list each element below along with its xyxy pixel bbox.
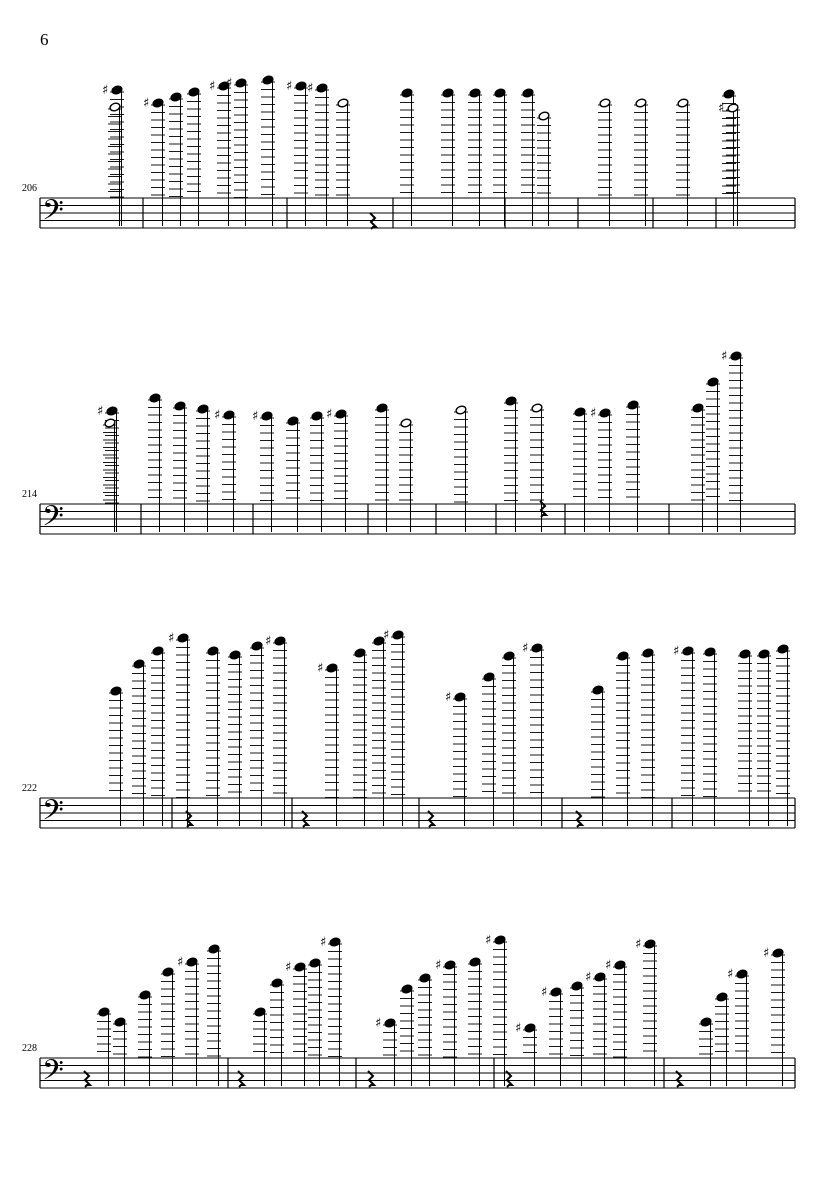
sharp-accidental: ♯ <box>515 1021 522 1036</box>
note <box>353 648 367 826</box>
sharp-accidental: ♯ <box>485 933 492 948</box>
sharp-accidental: ♯ <box>265 634 272 649</box>
note <box>177 955 199 1086</box>
note <box>317 661 339 826</box>
sharp-accidental: ♯ <box>286 79 293 94</box>
measure-number: 214 <box>22 489 37 500</box>
sharp-accidental: ♯ <box>214 408 221 423</box>
note <box>196 404 210 532</box>
note <box>635 937 657 1086</box>
note <box>482 672 496 826</box>
note <box>97 1007 111 1086</box>
note <box>515 1021 537 1086</box>
bass-clef-icon: 𝄢 <box>42 1054 64 1094</box>
note <box>605 958 627 1086</box>
note <box>502 651 516 826</box>
sharp-accidental: ♯ <box>285 960 292 975</box>
note <box>691 403 705 532</box>
note <box>286 79 308 226</box>
note <box>738 649 752 826</box>
sharp-accidental: ♯ <box>541 985 548 1000</box>
sharp-accidental: ♯ <box>375 1016 382 1031</box>
note <box>308 958 322 1086</box>
note <box>721 349 743 532</box>
note <box>286 416 300 532</box>
note <box>776 644 790 826</box>
measure-number: 222 <box>22 783 37 794</box>
note <box>228 650 242 826</box>
note <box>626 400 640 532</box>
sharp-accidental: ♯ <box>585 970 592 985</box>
note <box>310 411 324 532</box>
sharp-accidental: ♯ <box>605 958 612 973</box>
note <box>399 418 413 532</box>
measure-number: 206 <box>22 183 37 194</box>
note <box>252 409 274 532</box>
note <box>209 79 231 226</box>
note <box>326 407 348 532</box>
note <box>418 973 432 1086</box>
staff-system <box>22 933 795 1094</box>
note <box>454 405 468 532</box>
note <box>715 992 729 1086</box>
sharp-accidental: ♯ <box>718 101 725 116</box>
note <box>537 111 551 226</box>
note <box>206 646 220 826</box>
note <box>207 944 221 1086</box>
sharp-accidental: ♯ <box>727 967 734 982</box>
note <box>143 96 165 226</box>
note <box>253 1007 267 1086</box>
sharp-accidental: ♯ <box>252 409 259 424</box>
sharp-accidental: ♯ <box>209 79 216 94</box>
sharp-accidental: ♯ <box>226 76 233 91</box>
sharp-accidental: ♯ <box>721 349 728 364</box>
note <box>703 647 717 826</box>
note <box>676 98 690 226</box>
sharp-accidental: ♯ <box>673 644 680 659</box>
note <box>763 946 785 1086</box>
note <box>336 98 350 226</box>
sharp-accidental: ♯ <box>326 407 333 422</box>
note <box>570 981 584 1086</box>
sharp-accidental: ♯ <box>522 641 529 656</box>
note <box>138 990 152 1086</box>
note <box>634 98 648 226</box>
quarter-rest-icon <box>540 501 546 517</box>
note <box>109 686 123 826</box>
note <box>285 960 307 1086</box>
note <box>400 984 414 1086</box>
sharp-accidental: ♯ <box>635 937 642 952</box>
note <box>132 659 146 826</box>
note <box>108 102 122 226</box>
sharp-accidental: ♯ <box>445 690 452 705</box>
note <box>113 1017 127 1086</box>
note <box>468 957 482 1086</box>
note <box>168 631 190 826</box>
staff-system <box>22 75 795 234</box>
sharp-accidental: ♯ <box>383 628 390 643</box>
note <box>757 649 771 826</box>
sharp-accidental: ♯ <box>168 631 175 646</box>
sharp-accidental: ♯ <box>320 935 327 950</box>
note <box>435 958 457 1086</box>
note <box>173 401 187 532</box>
page-number: 6 <box>40 30 49 49</box>
note <box>598 98 612 226</box>
note <box>727 967 749 1086</box>
sharp-accidental: ♯ <box>97 404 104 419</box>
bass-clef-icon: 𝄢 <box>42 794 64 834</box>
note <box>375 403 389 532</box>
sharp-accidental: ♯ <box>177 955 184 970</box>
note <box>151 646 165 826</box>
staff-system <box>22 628 795 834</box>
note <box>372 636 386 826</box>
sharp-accidental: ♯ <box>590 406 597 421</box>
note <box>616 651 630 826</box>
quarter-rest-icon <box>370 213 376 229</box>
note <box>585 970 607 1086</box>
note <box>307 81 329 226</box>
bass-clef-icon: 𝄢 <box>42 194 64 234</box>
note <box>699 1017 713 1086</box>
note <box>103 418 117 532</box>
note <box>270 978 284 1086</box>
note <box>706 377 720 532</box>
note <box>485 933 507 1086</box>
note <box>541 985 563 1086</box>
sharp-accidental: ♯ <box>763 946 770 961</box>
sharp-accidental: ♯ <box>143 96 150 111</box>
note <box>161 967 175 1086</box>
note <box>265 634 287 826</box>
bass-clef-icon: 𝄢 <box>42 500 64 540</box>
note <box>591 685 605 826</box>
sharp-accidental: ♯ <box>102 83 109 98</box>
note <box>573 407 587 532</box>
note <box>530 403 544 532</box>
measure-number: 228 <box>22 1043 37 1054</box>
note <box>320 935 342 1086</box>
note <box>375 1016 397 1086</box>
sharp-accidental: ♯ <box>435 958 442 973</box>
note <box>673 644 695 826</box>
note <box>214 408 236 532</box>
sharp-accidental: ♯ <box>317 661 324 676</box>
sharp-accidental: ♯ <box>307 81 314 96</box>
staff-system <box>22 349 795 540</box>
note <box>641 648 655 826</box>
note <box>590 406 612 532</box>
note <box>261 75 275 226</box>
note <box>383 628 405 826</box>
note <box>226 76 248 226</box>
